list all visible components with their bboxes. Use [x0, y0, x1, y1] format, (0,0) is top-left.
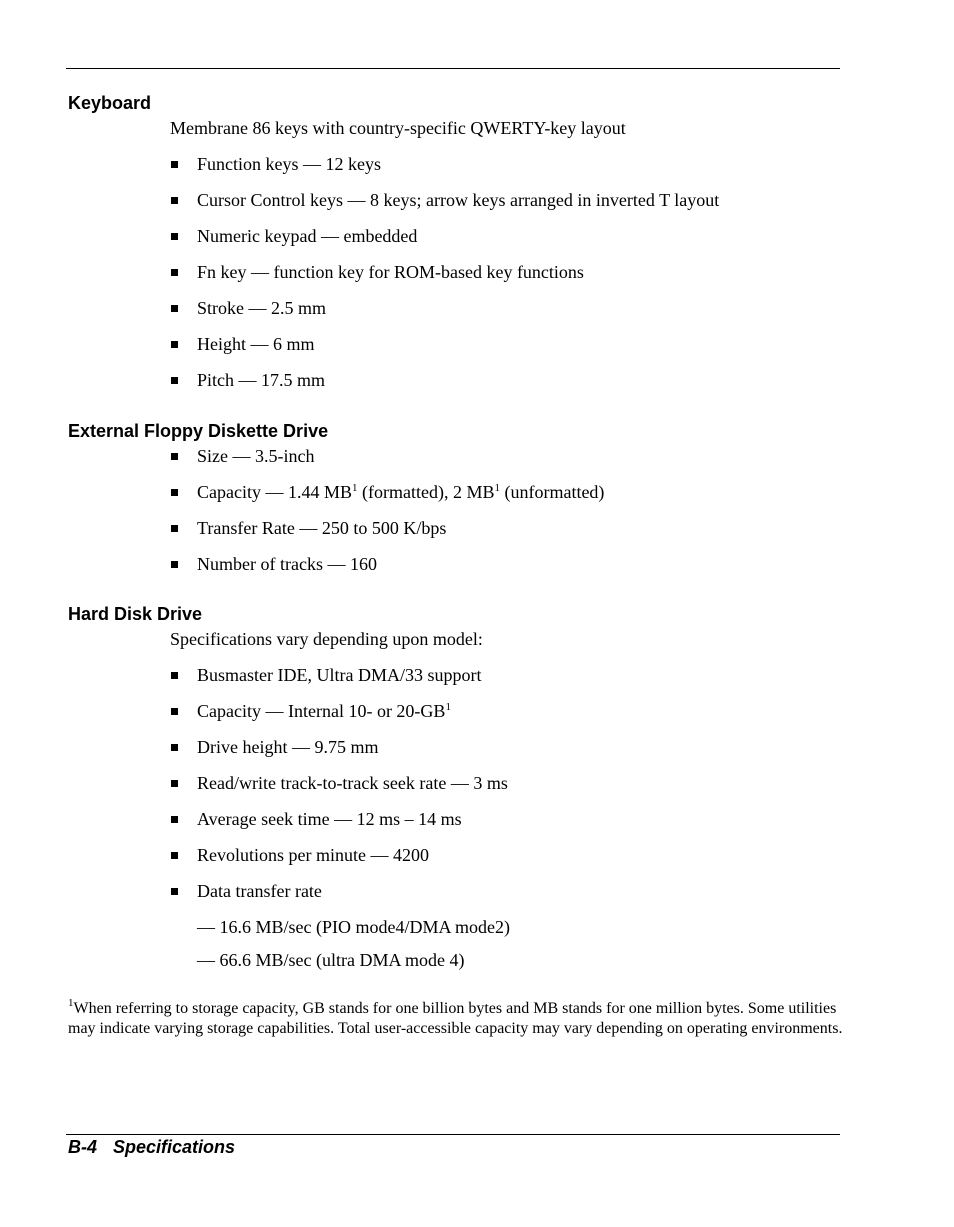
bullet-square-icon	[171, 269, 178, 276]
sub-list-item: — 66.6 MB/sec (ultra DMA mode 4)	[197, 950, 465, 970]
bullet-square-icon	[171, 525, 178, 532]
footnote-text: When referring to storage capacity, GB stands for one billion bytes and MB stands for one million bytes. Some utilities may indicate varying storage capabilities. Total user-accessible capacity may vary depending on operating environments.	[68, 1000, 843, 1037]
bullet-square-icon	[171, 816, 178, 823]
floppy-heading: External Floppy Diskette Drive	[68, 421, 329, 441]
hdd-capacity: Capacity — Internal 10- or $20-GB^1$	[197, 701, 451, 721]
bullet-square-icon	[171, 852, 178, 859]
footnote-ref: 1	[494, 482, 500, 494]
footer-section-title: Specifications	[113, 1137, 236, 1157]
bullet-square-icon	[171, 888, 178, 895]
sub-list-item: — 16.6 MB/sec (PIO mode4/DMA mode2)	[197, 917, 510, 937]
bullet-square-icon	[171, 161, 178, 168]
floppy-capacity: Capacity — 1.44 $MB^1$ (formatted), 2 $MB^1$ (unformatted)	[197, 482, 605, 502]
footnote	[68, 999, 843, 1039]
bullet-square-icon	[171, 377, 178, 384]
hdd-heading: Hard Disk Drive	[68, 604, 203, 624]
header-rule	[66, 68, 840, 69]
footnote-marker: 1	[68, 997, 74, 1009]
keyboard-intro: Membrane 86 keys with country-specific QWERTY-key layout	[170, 118, 626, 138]
bullet-square-icon	[171, 489, 178, 496]
bullet-square-icon	[171, 233, 178, 240]
bullet-square-icon	[171, 672, 178, 679]
bullet-square-icon	[171, 197, 178, 204]
hdd-intro: Specifications vary depending upon model:	[170, 629, 483, 649]
bullet-square-icon	[171, 561, 178, 568]
bullet-square-icon	[171, 341, 178, 348]
bullet-square-icon	[171, 708, 178, 715]
bullet-square-icon	[171, 744, 178, 751]
page-number: B-4	[68, 1137, 98, 1157]
bullet-square-icon	[171, 780, 178, 787]
footer-rule	[66, 1134, 840, 1135]
page-footer	[68, 1137, 235, 1157]
bullet-square-icon	[171, 305, 178, 312]
footnote-ref: 1	[445, 701, 451, 713]
footnote-ref: 1	[352, 482, 358, 494]
bullet-square-icon	[171, 453, 178, 460]
keyboard-heading: Keyboard	[68, 93, 152, 113]
